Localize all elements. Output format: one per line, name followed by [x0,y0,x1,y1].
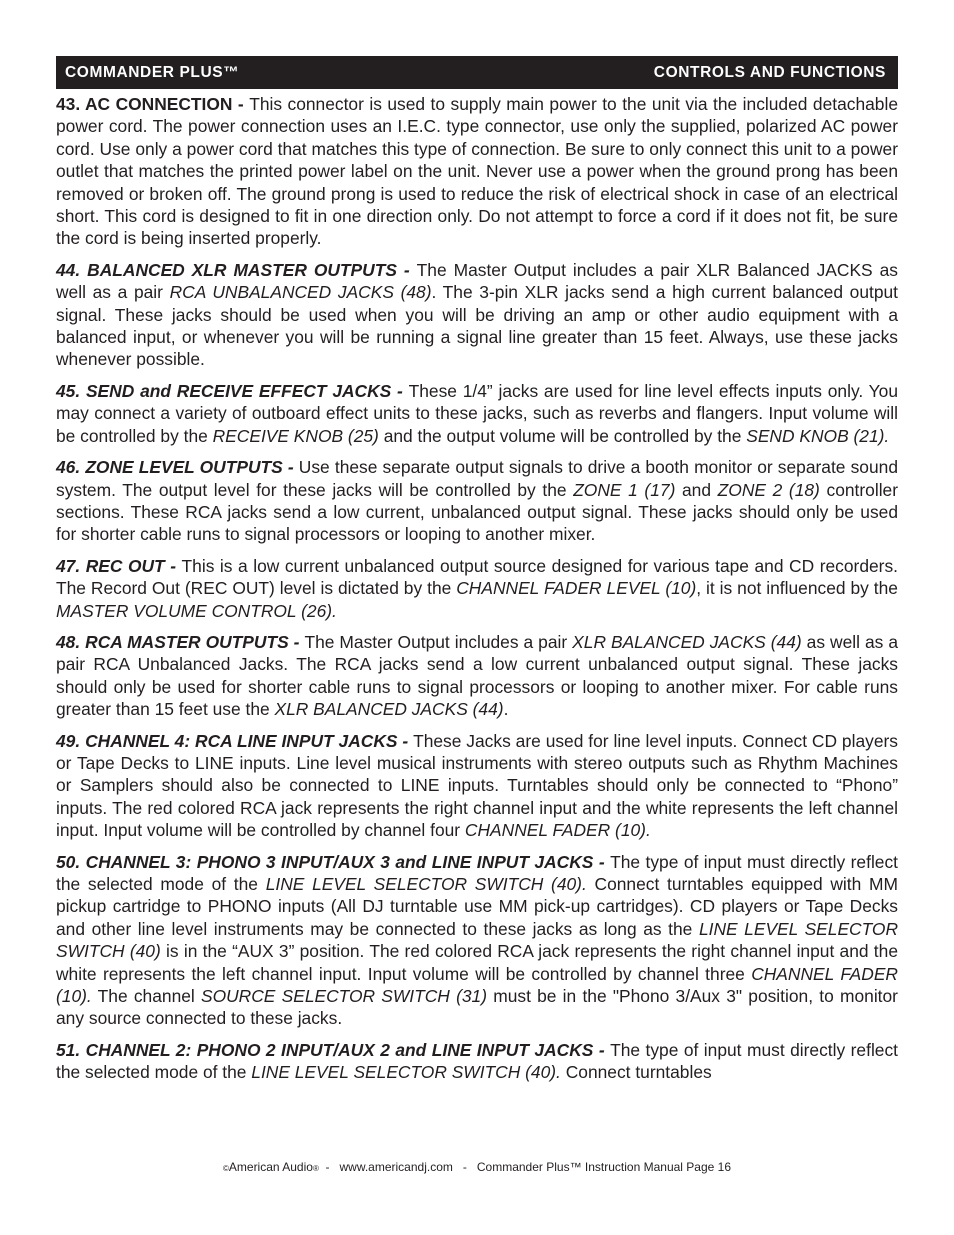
section-heading: 45. SEND and RECEIVE EFFECT JACKS - [56,380,409,401]
control-reference: CHANNEL FADER LEVEL (10) [456,578,697,599]
section-heading: 47. REC OUT - [56,555,182,576]
body-text: Connect turntables [560,1062,712,1083]
section-heading: 43. AC CONNECTION - [56,94,250,114]
section-paragraph [56,555,898,622]
body-text: controller sections. These RCA jacks send a low current, unbalanced output signal. These jacks should only be used for shorter cable runs to signal processors or looping to another mixer. [56,479,899,545]
body-text: . [503,699,509,720]
footer-company: American Audio [228,1160,313,1174]
body-text: The type of input must directly reflect the selected mode of the [56,1039,899,1083]
body-text: , it is not influenced by the [696,578,898,599]
control-reference: SOURCE SELECTOR SWITCH (31) [201,986,487,1007]
section-paragraph [56,259,898,371]
control-reference: SEND KNOB (21). [746,425,890,446]
control-reference: XLR BALANCED JACKS (44) [572,631,802,652]
section-heading: 46. ZONE LEVEL OUTPUTS - [56,457,299,478]
section-heading: 49. CHANNEL 4: RCA LINE INPUT JACKS - [56,730,414,751]
control-reference: XLR BALANCED JACKS (44) [274,699,504,720]
control-reference: RCA UNBALANCED JACKS (48) [169,282,432,303]
footer-registered-symbol: ® [312,1164,319,1173]
body-text: The channel [91,986,201,1007]
section-heading: 48. RCA MASTER OUTPUTS - [56,631,305,652]
control-reference: LINE LEVEL SELECTOR SWITCH (40). [251,1062,561,1083]
body-text: must be in the "Phono 3/Aux 3" position, to monitor any source connected to these jacks. [56,986,898,1029]
body-text: Connect turntables equipped with MM pickup cartridge to PHONO inputs (All DJ turntable use MM pick-up cartridges). CD players or Tape Decks and other line level instruments may be connected to these jacks as long as the [56,874,898,939]
control-reference: LINE LEVEL SELECTOR SWITCH (40) [56,918,899,962]
body-text: and the output volume will be controlled by the [378,425,747,446]
body-text: The Master Output includes a pair [304,631,573,652]
control-reference: LINE LEVEL SELECTOR SWITCH (40). [265,874,587,894]
body-text: is in the “AUX 3” position. The red colored RCA jack represents the right channel input and the white represents the left channel input. Input volume will be controlled by channel three [56,941,898,984]
section-paragraph [56,730,898,842]
body-text: Use these separate output signals to drive a booth monitor or separate sound system. The output level for these jacks will be controlled by the [56,457,898,500]
footer-copyright-symbol: © [222,1164,229,1173]
section-heading: 50. CHANNEL 3: PHONO 3 INPUT/AUX 3 and LINE INPUT JACKS - [56,851,611,872]
body-text: . The 3-pin XLR jacks send a high current balanced output signal. These jacks should be used when you will be driving an amp or other audio equipment with a balanced input, or whenever you will be running a signal line greater than 15 feet. Always, use these jacks whenever possible. [56,282,898,370]
body-text: as well as a pair RCA Unbalanced Jacks. The RCA jacks send a low current unbalanced output signal. These jacks should only be used for shorter cable runs to signal processors or looping to another mixer. For cable runs greater than 15 feet use the [56,631,898,720]
body-text: and [675,479,718,500]
section-heading: 44. BALANCED XLR MASTER OUTPUTS - [56,259,417,280]
section-paragraph [56,631,898,721]
body-text: The Master Output includes a pair XLR Balanced JACKS as well as a pair [56,259,898,303]
control-reference: ZONE 2 (18) [717,479,820,500]
section-paragraph [56,93,898,250]
body-text: The type of input must directly reflect the selected mode of the [56,851,899,894]
header-product-title: COMMANDER PLUS™ [65,63,240,81]
section-paragraph [56,1039,898,1084]
control-reference: CHANNEL FADER (10). [464,820,651,841]
section-paragraph [56,456,898,546]
manual-body [56,93,898,1093]
control-reference: MASTER VOLUME CONTROL (26). [56,600,337,621]
control-reference: CHANNEL FADER (10). [56,963,898,1007]
page-header [56,56,898,89]
footer-text: - www.americandj.com - Commander Plus™ Instruction Manual Page 16 [318,1160,732,1174]
control-reference: RECEIVE KNOB (25) [212,425,379,446]
page-footer [0,1160,954,1174]
section-paragraph [56,851,898,1030]
body-text: This is a low current unbalanced output source designed for various tape and CD recorders. The Record Out (REC OUT) level is dictated by the [56,555,898,599]
control-reference: ZONE 1 (17) [573,479,676,500]
body-text: These 1/4” jacks are used for line level effects inputs only. You may connect a variety of outboard effect units to these jacks, such as reverbs and flangers. Input volume will be controlled by the [56,380,898,446]
header-section-title: CONTROLS AND FUNCTIONS [653,63,886,81]
section-paragraph [56,380,898,447]
body-text: These Jacks are used for line level inputs. Connect CD players or Tape Decks to LINE inputs. Line level musical instruments with stereo outputs such as Rhythm Machines or Samplers should also be connected to LINE inputs. Turntables should only be connected to “Phono” inputs. The red colored RCA jack represents the right channel input and the white represents the left channel input. Input volume will be controlled by channel four [56,730,898,841]
body-text: This connector is used to supply main power to the unit via the included detachable power cord. The power connection uses an I.E.C. type connector, use only the supplied, polarized AC power cord. Use only a power cord that matches this type of connection. Be sure to only connect this unit to a power outlet that matches the printed power label on the unit. Never use a power when the ground prong has been removed or broken off. The ground prong is used to reduce the risk of electrical shock in case of an electrical short. This cord is designed to fit in one direction only. Do not attempt to force a cord if it does not fit, be sure the cord is being inserted properly. [56,94,898,249]
section-heading: 51. CHANNEL 2: PHONO 2 INPUT/AUX 2 and LINE INPUT JACKS - [56,1039,611,1060]
